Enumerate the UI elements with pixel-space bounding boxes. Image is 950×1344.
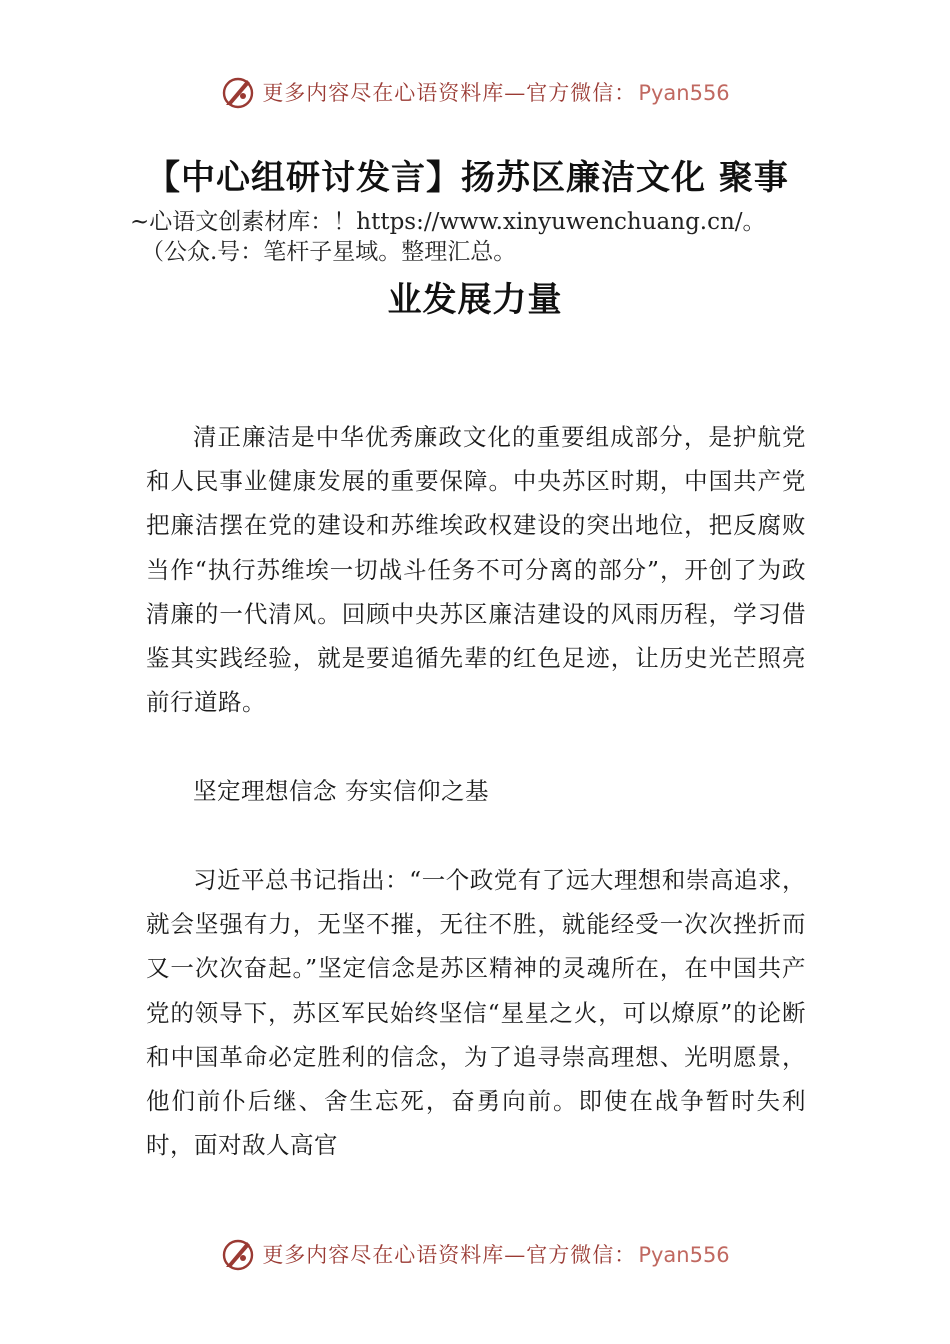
watermark-footer bbox=[0, 1234, 950, 1274]
paragraph-intro: 清正廉洁是中华优秀廉政文化的重要组成部分，是护航党和人民事业健康发展的重要保障。中央苏区时期，中国共产党把廉洁摆在党的建设和苏维埃政权建设的突出地位，把反腐败当作“执行苏维埃一切战斗任务不可分离的部分”，开创了为政清廉的一代清风。回顾中央苏区廉洁建设的风雨历程，学习借鉴其实践经验，就是要追循先辈的红色足迹，让历史光芒照亮前行道路。 bbox=[146, 423, 806, 717]
source-note-line2: （公众.号：笔杆子星域。整理汇总。 bbox=[141, 239, 517, 265]
quill-seal-icon bbox=[220, 74, 256, 110]
document-title-line1: 【中心组研讨发言】扬苏区廉洁文化 聚事 bbox=[146, 158, 789, 198]
source-note-line1: ~心语文创素材库：！https://www.xinyuwenchuang.cn/。 bbox=[130, 209, 766, 235]
quill-seal-icon bbox=[220, 1236, 256, 1272]
watermark-text: 更多内容尽在心语资料库—官方微信：Pyan556 bbox=[262, 81, 730, 105]
paragraph-ideals: 习近平总书记指出：“一个政党有了远大理想和崇高追求，就会坚强有力，无坚不摧，无往不胜，就能经受一次次挫折而又一次次奋起。”坚定信念是苏区精神的灵魂所在，在中国共产党的领导下，苏区军民始终坚信“星星之火，可以燎原”的论断和中国革命必定胜利的信念，为了追寻崇高理想、光明愿景，他们前仆后继、舍生忘死，奋勇向前。即使在战争暂时失利时，面对敌人高官 bbox=[146, 866, 806, 1160]
watermark-text: 更多内容尽在心语资料库—官方微信：Pyan556 bbox=[262, 1243, 730, 1267]
section-subheading: 坚定理想信念 夯实信仰之基 bbox=[193, 777, 489, 805]
watermark-header bbox=[0, 72, 950, 112]
watermark-handle: Pyan556 bbox=[638, 1243, 730, 1267]
watermark-handle: Pyan556 bbox=[638, 81, 730, 105]
document-title-line2: 业发展力量 bbox=[387, 280, 563, 320]
